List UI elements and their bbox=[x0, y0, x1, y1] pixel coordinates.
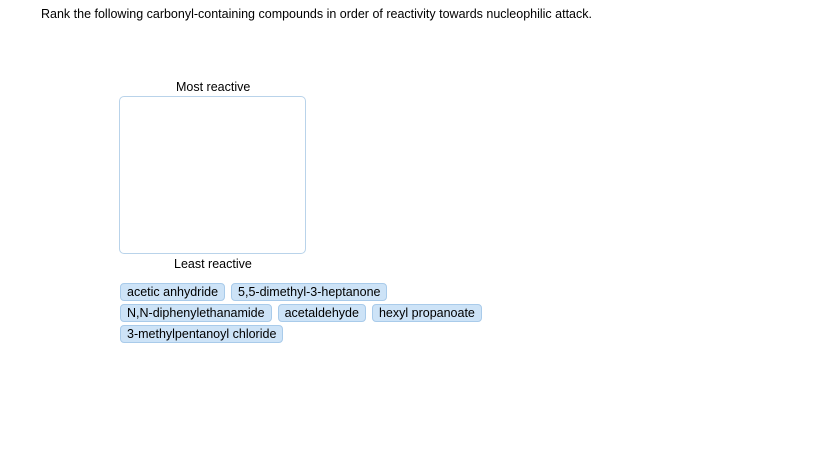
compound-row bbox=[120, 283, 488, 301]
least-reactive-label: Least reactive bbox=[174, 257, 252, 271]
compound-row bbox=[120, 325, 488, 343]
compound-chip-acetic-anhydride[interactable]: acetic anhydride bbox=[120, 283, 225, 301]
ranking-drop-zone[interactable] bbox=[119, 96, 306, 254]
compound-row bbox=[120, 304, 488, 322]
most-reactive-label: Most reactive bbox=[176, 80, 251, 94]
compound-pool bbox=[120, 283, 488, 346]
compound-chip-acetaldehyde[interactable]: acetaldehyde bbox=[278, 304, 366, 322]
question-prompt: Rank the following carbonyl-containing compounds in order of reactivity towards nucleophilic attack. bbox=[41, 7, 592, 21]
compound-chip-methylpentanoyl-chloride[interactable]: 3-methylpentanoyl chloride bbox=[120, 325, 283, 343]
compound-chip-dimethyl-heptanone[interactable]: 5,5-dimethyl-3-heptanone bbox=[231, 283, 387, 301]
compound-chip-diphenylethanamide[interactable]: N,N-diphenylethanamide bbox=[120, 304, 272, 322]
compound-chip-hexyl-propanoate[interactable]: hexyl propanoate bbox=[372, 304, 482, 322]
